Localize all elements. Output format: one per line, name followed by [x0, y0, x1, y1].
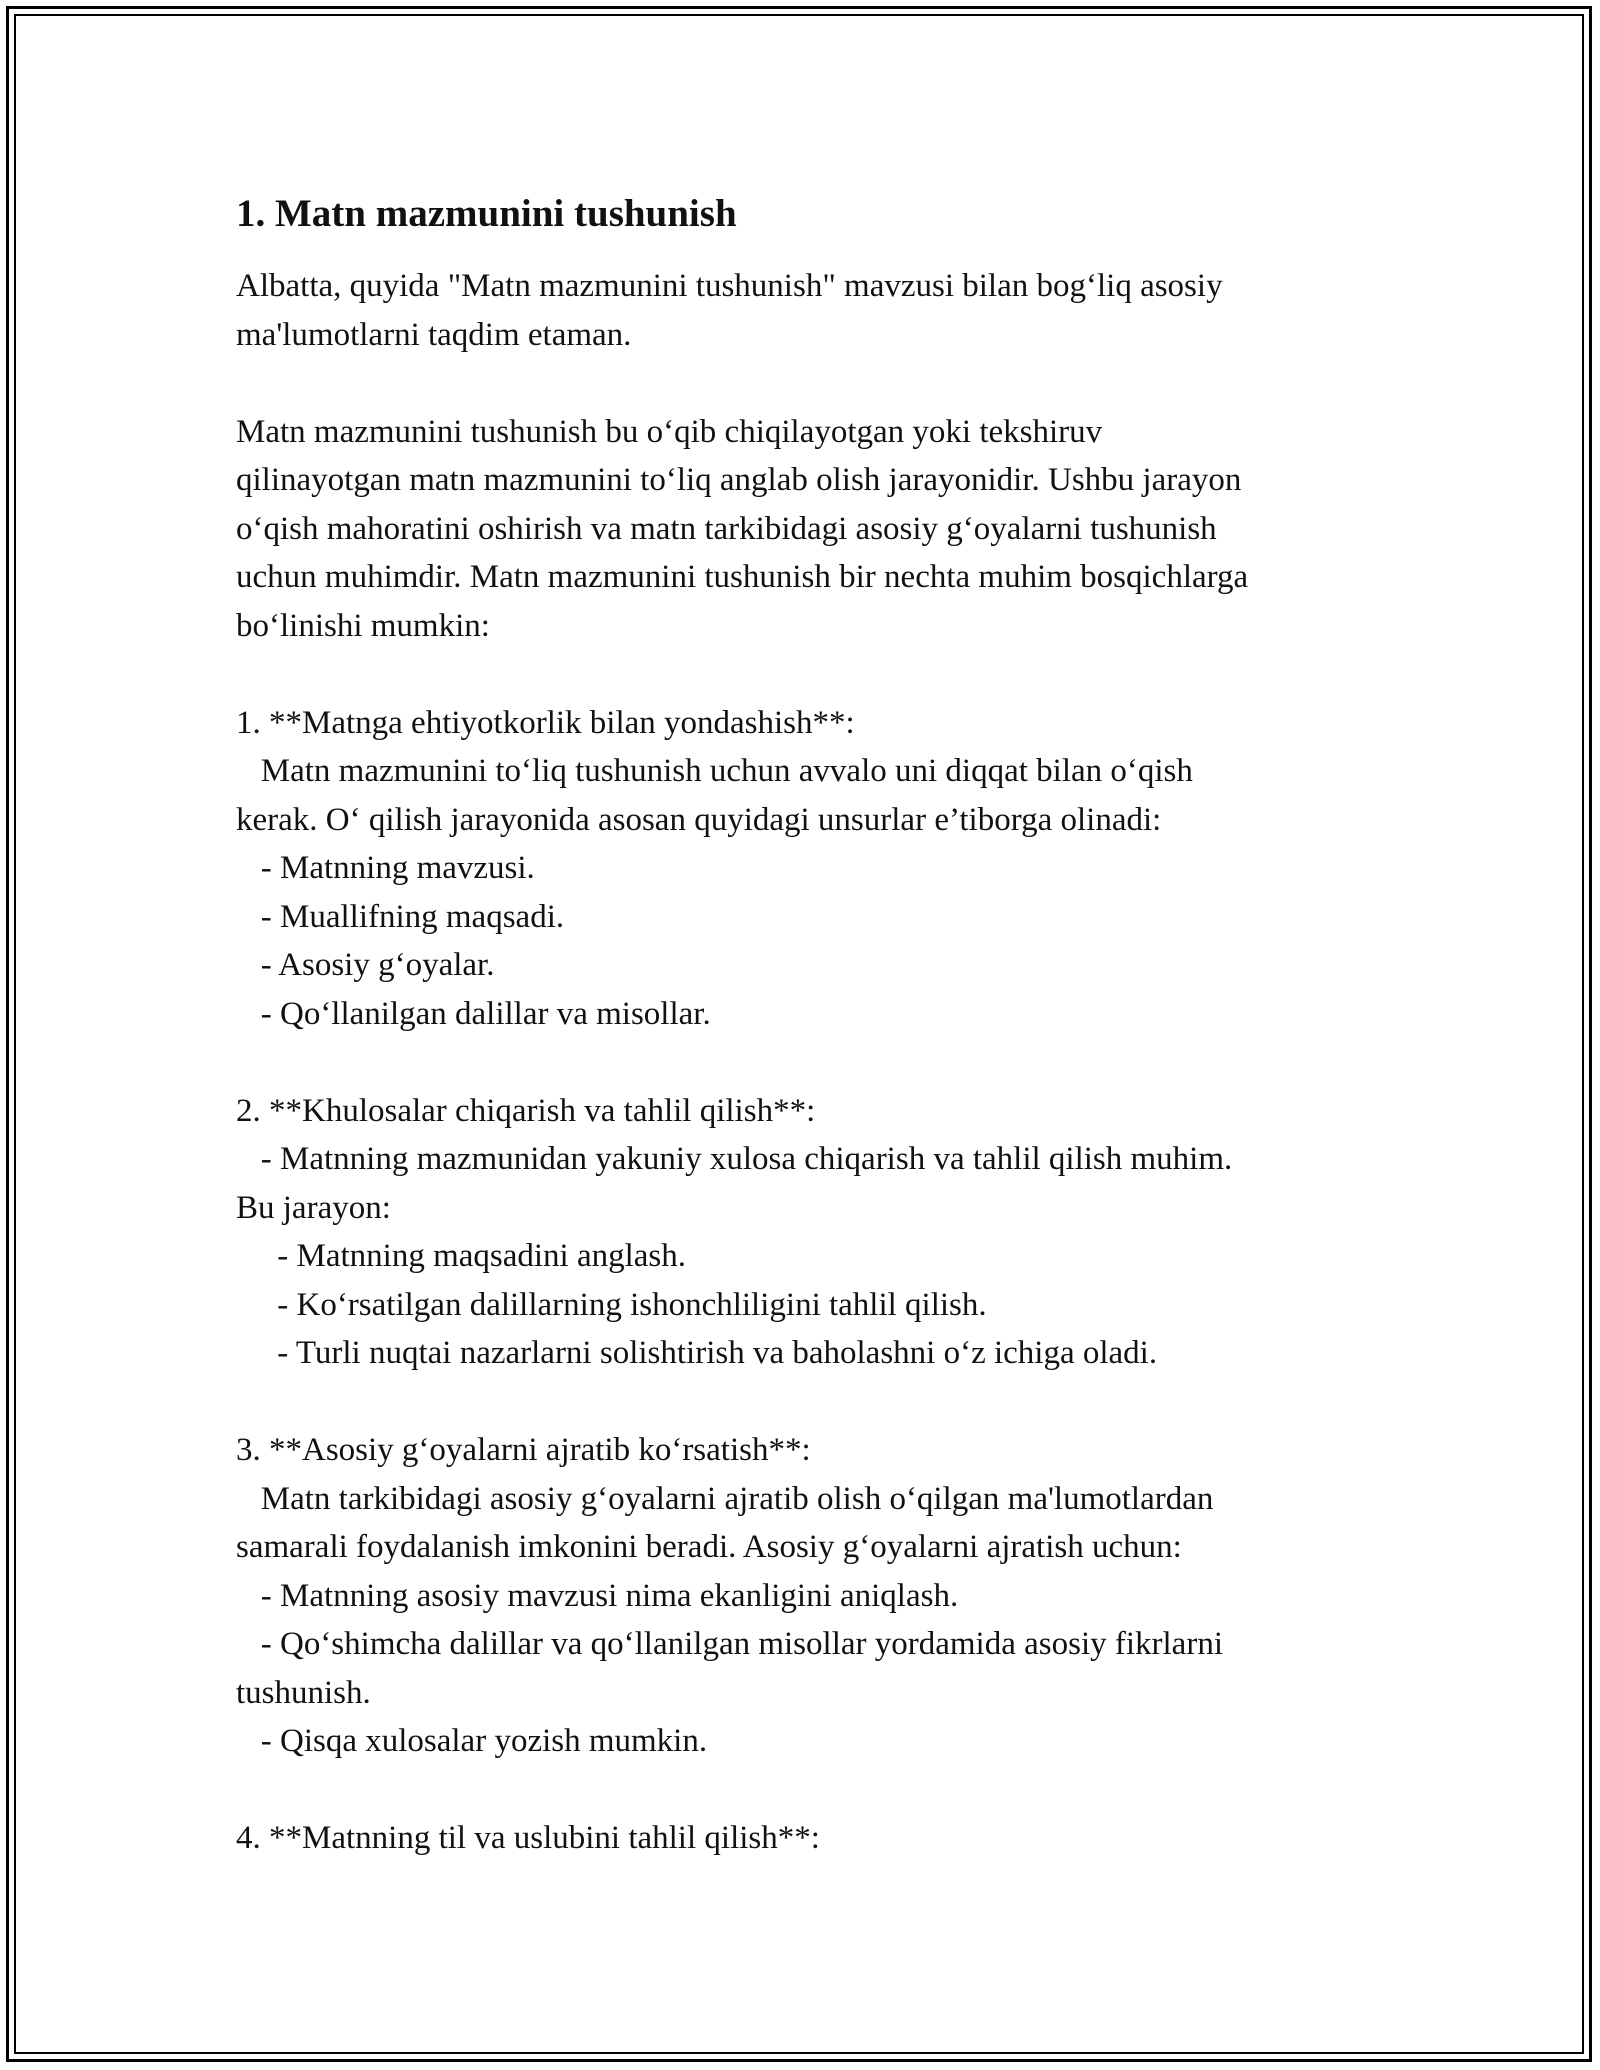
text-line: - Matnning maqsadini anglash. [236, 1238, 687, 1274]
document-heading: 1. Matn mazmunini tushunish [236, 192, 737, 235]
text-line: tushunish. [236, 1674, 371, 1711]
text-line: o‘qish mahoratini oshirish va matn tarkibidagi asosiy g‘oyalarni tushunish [236, 510, 1217, 547]
text-line: - Matnning mavzusi. [236, 850, 535, 886]
text-line: - Qo‘llanilgan dalillar va misollar. [236, 995, 711, 1032]
text-line: qilinayotgan matn mazmunini to‘liq anglab olish jarayonidir. Ushbu jarayon [236, 462, 1242, 498]
blank-line [236, 1038, 1396, 1087]
document-page [236, 188, 1396, 1863]
blank-line [236, 1378, 1396, 1427]
text-line: Matn mazmunini to‘liq tushunish uchun avvalo uni diqqat bilan o‘qish [236, 753, 1193, 789]
text-line: Albatta, quyida "Matn mazmunini tushunish" mavzusi bilan bog‘liq asosiy [236, 268, 1223, 304]
blank-line [236, 650, 1396, 699]
document-body [236, 262, 1396, 1863]
blank-line [236, 1766, 1396, 1815]
text-line: - Qo‘shimcha dalillar va qo‘llanilgan misollar yordamida asosiy fikrlarni [236, 1626, 1223, 1662]
text-line: samarali foydalanish imkonini beradi. Asosiy g‘oyalarni ajratish uchun: [236, 1529, 1182, 1565]
text-line: Matn tarkibidagi asosiy g‘oyalarni ajratib olish o‘qilgan ma'lumotlardan [236, 1480, 1214, 1517]
text-line: Matn mazmunini tushunish bu o‘qib chiqilayotgan yoki tekshiruv [236, 413, 1103, 450]
text-line: ma'lumotlarni taqdim etaman. [236, 316, 632, 353]
text-line: uchun muhimdir. Matn mazmunini tushunish bir nechta muhim bosqichlarga [236, 559, 1249, 595]
text-line: - Turli nuqtai nazarlarni solishtirish va baholashni o‘z ichiga oladi. [236, 1335, 1158, 1371]
text-line: - Qisqa xulosalar yozish mumkin. [236, 1723, 708, 1759]
text-line: - Matnning mazmunidan yakuniy xulosa chiqarish va tahlil qilish muhim. [236, 1141, 1233, 1177]
text-line: 4. **Matnning til va uslubini tahlil qilish**: [236, 1820, 820, 1856]
text-line: kerak. O‘ qilish jarayonida asosan quyidagi unsurlar e’tiborga olinadi: [236, 801, 1162, 838]
text-line: - Ko‘rsatilgan dalillarning ishonchliligini tahlil qilish. [236, 1286, 987, 1323]
text-line: bo‘linishi mumkin: [236, 607, 490, 644]
text-line: 3. **Asosiy g‘oyalarni ajratib ko‘rsatish**: [236, 1432, 811, 1468]
text-line: 2. **Khulosalar chiqarish va tahlil qilish**: [236, 1092, 816, 1129]
text-line: - Muallifning maqsadi. [236, 898, 565, 935]
blank-line [236, 359, 1396, 408]
text-line: Bu jarayon: [236, 1189, 391, 1226]
text-line: - Asosiy g‘oyalar. [236, 947, 495, 983]
text-line: 1. **Matnga ehtiyotkorlik bilan yondashish**: [236, 704, 855, 741]
text-line: - Matnning asosiy mavzusi nima ekanligini aniqlash. [236, 1577, 959, 1614]
